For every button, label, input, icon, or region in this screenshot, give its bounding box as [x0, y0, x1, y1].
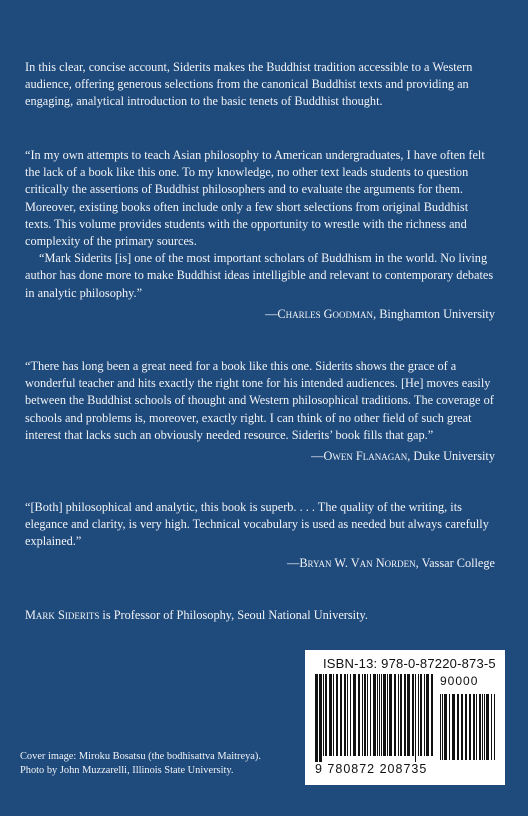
barcode-bar: [367, 674, 368, 756]
attribution-dash: —: [265, 306, 278, 321]
barcode-bar: [469, 694, 471, 760]
ean-barcode: [315, 674, 433, 762]
barcode-bar: [379, 674, 380, 756]
barcode-bar: [358, 674, 360, 756]
attribution-affiliation: , Duke University: [407, 449, 495, 464]
barcode-bar: [473, 694, 475, 760]
barcode-bar: [426, 674, 429, 756]
barcode-bar: [449, 694, 450, 760]
barcode-bar: [377, 674, 378, 756]
barcode-bar: [440, 694, 441, 760]
barcode-bar: [484, 694, 485, 760]
barcode-bar: [491, 694, 492, 760]
blurb-flanagan-attribution: [25, 448, 495, 465]
barcode-bar: [407, 674, 410, 756]
description-paragraph: [25, 59, 495, 111]
author-bio-rest: is Professor of Philosophy, Seoul National University.: [99, 608, 368, 622]
author-bio-text: [25, 607, 495, 624]
barcode-bar: [319, 674, 322, 762]
barcode-bar: [373, 674, 376, 756]
blurb-van-norden: [25, 499, 495, 572]
attribution-name: Bryan W. Van Norden: [299, 555, 416, 570]
attribution-affiliation: , Binghamton University: [373, 306, 495, 321]
barcode-bar: [418, 674, 419, 756]
barcode-bar: [465, 694, 467, 760]
barcode-bar: [482, 694, 483, 760]
barcode-bar: [415, 674, 416, 762]
blurb-goodman-attribution: [25, 306, 495, 323]
barcode-bar: [476, 694, 477, 760]
credit-line-2: Photo by John Muzzarelli, Illinois State University.: [20, 765, 234, 776]
barcode-bar: [400, 674, 402, 756]
barcode-bar: [398, 674, 399, 756]
barcode-bar: [457, 694, 459, 760]
blurb-flanagan-para-1: “There has long been a great need for a book like this one. Siderits shows the grace of a wonderful teacher and hits exactly the right tone for his intended audiences. [He] moves easily between the Buddhist schools of thought and Western philosophical traditions. The coverage of schools and problems is, moreover, exactly right. I can think of no other field of such great interest that lacks such an obviously needed resource. Siderits’ book fills that gap.”: [25, 359, 494, 442]
barcode-bar: [387, 674, 388, 756]
credit-line-1: Cover image: Miroku Bosatsu (the bodhisattva Maitreya).: [20, 751, 261, 762]
price-code: 90000: [440, 674, 479, 688]
author-name: Mark Siderits: [25, 608, 100, 622]
barcode-bar: [486, 694, 489, 760]
barcode-bar: [364, 674, 366, 756]
blurb-goodman-para-1: “In my own attempts to teach Asian philosophy to American undergraduates, I have often felt the lack of a book like this one. To my knowledge, no other text leads students to question critically the assertions of Buddhist philosophers and to evaluate the arguments for them. Moreover, existing books often include only a few short selections from original Buddhist texts. This volume provides students with the opportunity to wrestle with the richness and complexity of the primary sources.: [25, 148, 485, 249]
attribution-affiliation: , Vassar College: [415, 555, 495, 570]
description-text: In this clear, concise account, Siderits makes the Buddhist tradition accessible to a Western audience, offering generous selections from the canonical Buddhist texts and providing an engaging, analytical introduction to the basic tenets of Buddhist thought.: [25, 60, 473, 109]
barcode-bar: [431, 674, 433, 756]
attribution-dash: —: [311, 449, 324, 464]
barcode-bar: [370, 674, 371, 756]
barcode-bar: [323, 674, 324, 756]
blurb-flanagan: [25, 358, 495, 465]
barcode-bar: [340, 674, 342, 756]
ean-digits: 9 780872 208735: [315, 762, 428, 776]
barcode-bar: [381, 674, 382, 756]
barcode-bar: [325, 674, 327, 756]
barcode-bar: [412, 674, 414, 756]
barcode-bar: [494, 694, 495, 760]
barcode-bar: [344, 674, 346, 756]
barcode-bar: [420, 674, 422, 756]
barcode-bar: [444, 694, 447, 760]
barcode-panel: [305, 650, 505, 785]
barcode-bar: [461, 694, 463, 760]
barcode-bar: [347, 674, 348, 756]
supplement-barcode: [440, 694, 495, 762]
barcode-bar: [424, 674, 425, 756]
attribution-name: Charles Goodman: [277, 306, 374, 321]
barcode-bar: [383, 674, 386, 756]
blurb-van-norden-para-1: “[Both] philosophical and analytic, this book is superb. . . . The quality of the writing, its elegance and clarity, is very high. Technical vocabulary is used as needed but always carefully explained.”: [25, 500, 489, 549]
barcode-bar: [362, 674, 363, 756]
blurb-van-norden-attribution: [25, 555, 495, 572]
barcode-bar: [333, 674, 334, 756]
barcode-bar: [315, 674, 318, 762]
barcode-bar: [389, 674, 392, 756]
barcode-bar: [329, 674, 332, 756]
author-bio: [25, 607, 495, 624]
barcode-bar: [452, 694, 455, 760]
barcode-bar: [394, 674, 396, 756]
barcode-bar: [479, 694, 481, 760]
barcode-bar: [353, 674, 356, 756]
attribution-dash: —: [287, 555, 300, 570]
barcode-bar: [404, 674, 406, 756]
barcode-bar: [350, 674, 351, 756]
barcode-bar: [336, 674, 338, 756]
cover-image-credit: [20, 750, 290, 778]
blurb-goodman-para-2: “Mark Siderits [is] one of the most important scholars of Buddhism in the world. No living author has done more to make Buddhist ideas intelligible and relevant to contemporary debates in analytic philosophy.”: [25, 251, 494, 300]
attribution-name: Owen Flanagan: [323, 449, 408, 464]
barcode-bar: [442, 694, 443, 760]
isbn-label: ISBN-13: 978-0-87220-873-5: [323, 656, 496, 671]
blurb-goodman: [25, 147, 495, 323]
